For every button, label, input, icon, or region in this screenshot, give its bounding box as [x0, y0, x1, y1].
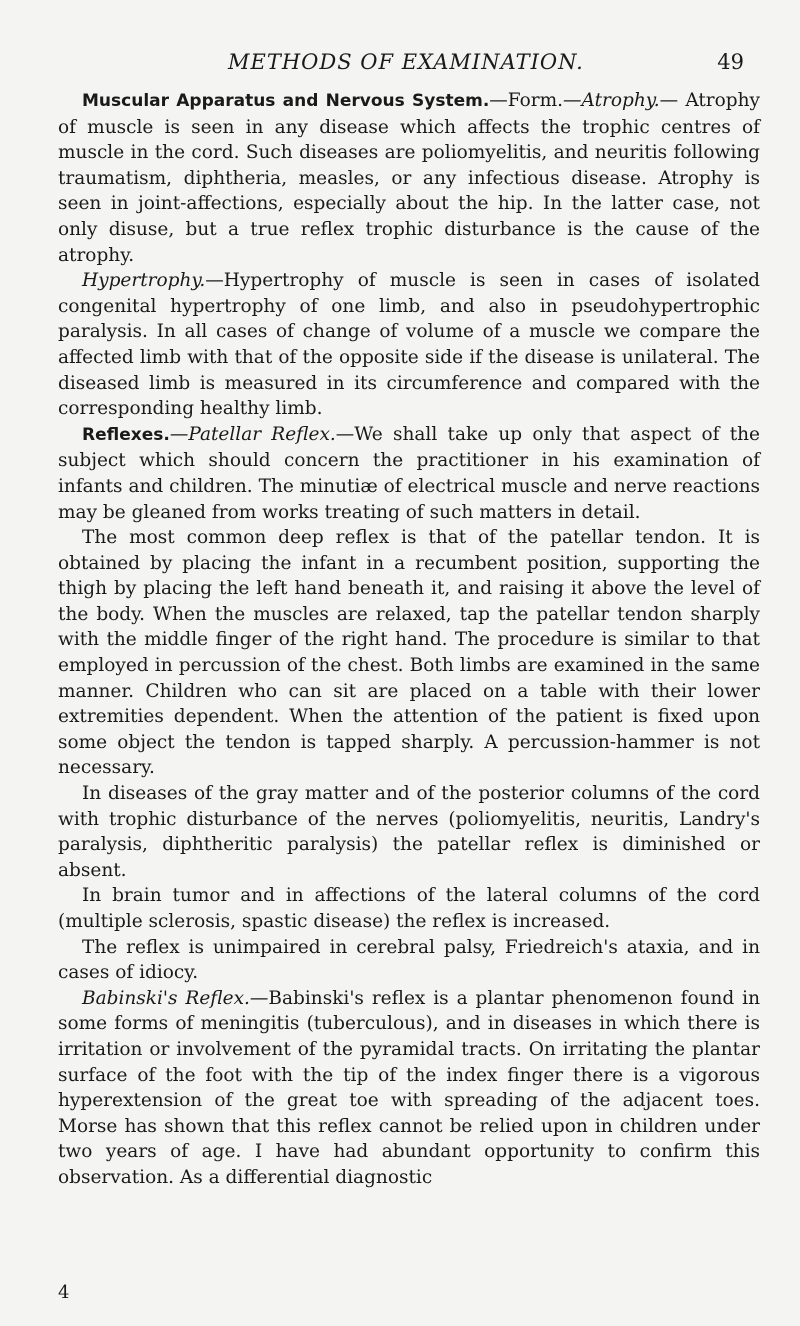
paragraph-patellar-method: The most common deep reflex is that of the patellar tendon. It is obtained by placing the infant in a recumbent position, supporting the thigh by placing the left hand beneath it, and raising it above the level of the body. When the muscles are relaxed, tap the patellar tendon sharply with the middle finger of the right hand. The procedure is similar to that employed in percussion of the chest. Both limbs are examined in the same manner. Children who can sit are placed on a table with their lower extremities dependent. When the attention of the patient is fixed upon some object the tendon is tapped sharply. A percussion-hammer is not necessary. [58, 527, 760, 779]
paragraph-reflexes [58, 422, 760, 525]
babinski-text: —Babinski's reflex is a plantar phenomenon found in some forms of meningitis (tuberculous), and in diseases in which there is irritation or involvement of the pyramidal tracts. On irritating the plantar surface of the foot with the tip of the index finger there is a vigorous hyperextension of the great toe with spreading of the adjacent toes. Morse has shown that this reflex cannot be relied upon in children under two years of age. I have had abundant opportunity to confirm this observation. As a differential diagnostic [58, 987, 760, 1188]
subheading-atrophy: —Atrophy. [563, 90, 660, 111]
section-heading-reflexes: Reflexes. [82, 424, 170, 445]
body-text [58, 88, 760, 1191]
paragraph-hypertrophy [58, 268, 760, 422]
section-heading-muscular: Muscular Apparatus and Nervous System. [82, 91, 490, 111]
running-title: METHODS OF EXAMINATION. [228, 50, 584, 74]
reflexes-text: —We shall take up only that aspect of the subject which should concern the practitioner in his examination of infants and children. The minutiæ of electrical muscle and nerve reactions may be gleaned from works treating of such matters in detail. [58, 423, 760, 523]
form-label: —Form. [489, 90, 564, 111]
page-number: 49 [717, 50, 744, 74]
paragraph-unimpaired: The reflex is unimpaired in cerebral palsy, Friedreich's ataxia, and in cases of idiocy. [58, 936, 760, 984]
paragraph-babinski [58, 986, 760, 1191]
paragraph-increased: In brain tumor and in affections of the lateral columns of the cord (multiple sclerosis, spastic disease) the reflex is increased. [58, 885, 760, 932]
paragraph-diminished: In diseases of the gray matter and of the posterior columns of the cord with trophic disturbance of the nerves (poliomyelitis, neuritis, Landry's paralysis, diphtheritic paralysis) the patellar reflex is diminished or absent. [58, 783, 760, 881]
paragraph-atrophy [58, 88, 760, 268]
subheading-hypertrophy: Hypertrophy. [82, 270, 206, 292]
subheading-babinski: Babinski's Reflex. [82, 987, 250, 1009]
signature-mark: 4 [58, 1282, 70, 1303]
hypertrophy-text: —Hypertrophy of muscle is seen in cases of isolated congenital hypertrophy of one limb, and also in pseudohypertrophic paralysis. In all cases of change of volume of a muscle we compare the affected limb with that of the opposite side if the disease is unilateral. The diseased limb is measured in its circumference and compared with the corresponding healthy limb. [58, 270, 760, 420]
subheading-patellar: —Patellar Reflex. [169, 423, 336, 445]
atrophy-text: — Atrophy of muscle is seen in any disease which affects the trophic centres of muscle in the cord. Such diseases are poliomyelitis, and neuritis following traumatism, diphtheria, measles, or any infectious disease. Atrophy is seen in joint-affections, especially about the hip. In the latter case, not only disuse, but a true reflex trophic disturbance is the cause of the atrophy. [58, 90, 760, 266]
page-header [228, 50, 744, 80]
